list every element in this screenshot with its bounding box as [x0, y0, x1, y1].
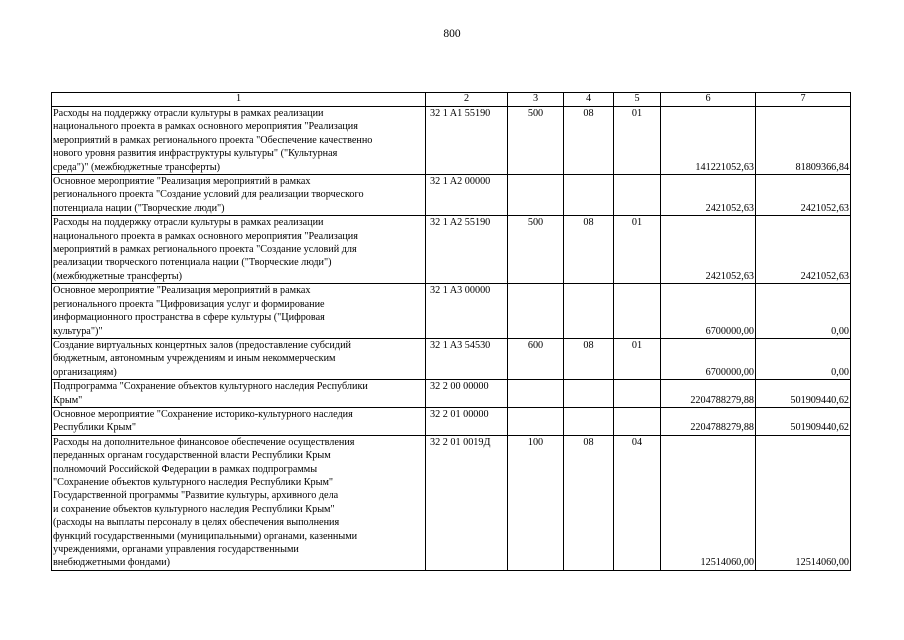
row-name-cell: [52, 216, 426, 284]
row-code: 32 2 01 00000: [426, 407, 508, 435]
row-expense-type: 600: [508, 338, 564, 379]
column-header: 3: [508, 93, 564, 107]
row-sum-2: 12514060,00: [756, 435, 851, 570]
row-code: 32 1 A1 55190: [426, 107, 508, 175]
row-sum-1: 2421052,63: [661, 216, 756, 284]
row-name-cell: [52, 435, 426, 570]
row-sum-2: 0,00: [756, 338, 851, 379]
row-sum-1: 2204788279,88: [661, 380, 756, 408]
header-row: [52, 93, 851, 107]
column-header: 2: [426, 93, 508, 107]
row-section: [564, 380, 614, 408]
row-name: Основное мероприятие "Реализация мероприятий в рамках регионального проекта "Создание условий для реализации творческого потенциала нации ("Творческие люди"): [53, 176, 364, 214]
row-subsection: [614, 284, 661, 339]
row-expense-type: 100: [508, 435, 564, 570]
row-subsection: 01: [614, 216, 661, 284]
row-subsection: 04: [614, 435, 661, 570]
row-sum-2: 0,00: [756, 284, 851, 339]
column-header: 7: [756, 93, 851, 107]
row-section: 08: [564, 338, 614, 379]
row-section: [564, 284, 614, 339]
row-expense-type: [508, 175, 564, 216]
column-header: 5: [614, 93, 661, 107]
row-sum-2: 501909440,62: [756, 407, 851, 435]
row-name: Расходы на дополнительное финансовое обеспечение осуществления переданных органам государственной власти Республики Крым полномочий Российской Федерации в рамках подпрограммы "Сохранение объектов культурного наследия Республики Крым" Государственной программы "Развитие культуры, архивного дела и сохранение объектов культурного наследия Республики Крым" (расходы на выплаты персоналу в целях обеспечения выполнения функций государственными (муниципальными) органами, казенными учреждениями, органами управления государственными внебюджетными фондами): [53, 436, 358, 569]
row-sum-1: 141221052,63: [661, 107, 756, 175]
row-sum-2: 81809366,84: [756, 107, 851, 175]
row-code: 32 1 A2 00000: [426, 175, 508, 216]
row-subsection: 01: [614, 107, 661, 175]
row-name: Основное мероприятие "Сохранение историко-культурного наследия Республики Крым": [53, 408, 353, 434]
row-name: Подпрограмма "Сохранение объектов культурного наследия Республики Крым": [53, 381, 368, 406]
row-section: 08: [564, 435, 614, 570]
row-code: 32 1 A3 54530: [426, 338, 508, 379]
row-name-cell: [52, 107, 426, 175]
row-name: Расходы на поддержку отрасли культуры в рамках реализации национального проекта в рамках основного мероприятия "Реализация мероприятий в рамках регионального проекта "Создание условий для реализации творческого потенциала нации ("Творческие люди") (межбюджетные трансферты): [53, 217, 358, 282]
row-sum-1: 2204788279,88: [661, 407, 756, 435]
row-code: 32 2 01 0019Д: [426, 435, 508, 570]
column-header: 1: [52, 93, 426, 107]
row-expense-type: [508, 407, 564, 435]
table-row: [52, 435, 851, 570]
row-expense-type: [508, 380, 564, 408]
row-sum-1: 6700000,00: [661, 338, 756, 379]
row-subsection: 01: [614, 338, 661, 379]
row-section: 08: [564, 107, 614, 175]
row-sum-2: 2421052,63: [756, 175, 851, 216]
row-sum-1: 6700000,00: [661, 284, 756, 339]
row-subsection: [614, 407, 661, 435]
table-row: [52, 107, 851, 175]
row-name: Расходы на поддержку отрасли культуры в рамках реализации национального проекта в рамках основного мероприятия "Реализация мероприятий в рамках регионального проекта "Обеспечение качественно нового уровня развития инфраструктуры культуры" ("Культурная среда")" (межбюджетные трансферты): [53, 108, 373, 173]
row-section: [564, 407, 614, 435]
table-row: [52, 175, 851, 216]
row-name-cell: [52, 175, 426, 216]
row-code: 32 2 00 00000: [426, 380, 508, 408]
row-name-cell: [52, 380, 426, 408]
row-name: Основное мероприятие "Реализация мероприятий в рамках регионального проекта "Цифровизация услуг и формирование информационного пространства в сфере культуры ("Цифровая культура")": [53, 285, 325, 337]
row-sum-2: 501909440,62: [756, 380, 851, 408]
column-header: 6: [661, 93, 756, 107]
row-expense-type: 500: [508, 107, 564, 175]
row-name-cell: [52, 407, 426, 435]
budget-table: [51, 92, 851, 571]
row-expense-type: 500: [508, 216, 564, 284]
table-row: [52, 338, 851, 379]
row-code: 32 1 A2 55190: [426, 216, 508, 284]
table-row: [52, 407, 851, 435]
row-section: 08: [564, 216, 614, 284]
row-sum-1: 12514060,00: [661, 435, 756, 570]
table-row: [52, 380, 851, 408]
row-expense-type: [508, 284, 564, 339]
table-row: [52, 284, 851, 339]
row-sum-2: 2421052,63: [756, 216, 851, 284]
row-code: 32 1 A3 00000: [426, 284, 508, 339]
row-sum-1: 2421052,63: [661, 175, 756, 216]
row-name: Создание виртуальных концертных залов (предоставление субсидий бюджетным, автономным учреждениям и иным некоммерческим организациям): [53, 339, 351, 378]
row-name-cell: [52, 338, 426, 379]
row-section: [564, 175, 614, 216]
row-name-cell: [52, 284, 426, 339]
row-subsection: [614, 380, 661, 408]
row-subsection: [614, 175, 661, 216]
table-row: [52, 216, 851, 284]
page-number: 800: [443, 28, 461, 40]
column-header: 4: [564, 93, 614, 107]
